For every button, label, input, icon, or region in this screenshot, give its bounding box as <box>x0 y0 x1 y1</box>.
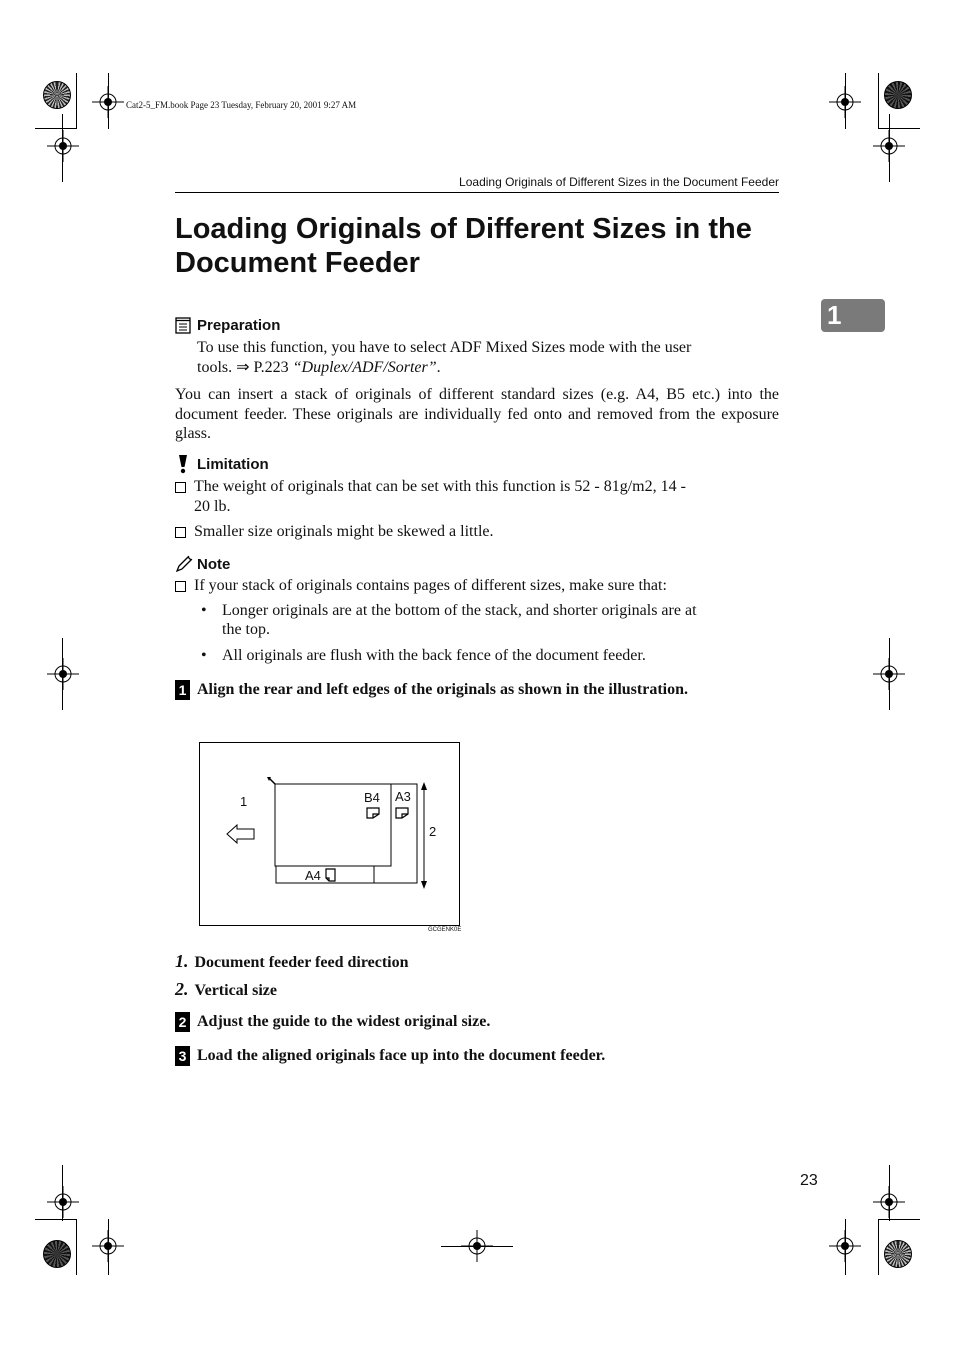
feeder-diagram <box>199 742 460 926</box>
intro-paragraph: You can insert a stack of originals of different standard sizes (e.g. A4, B5 etc.) into the document feeder. These originals are individually fed onto and removed from the exposure glass. <box>175 386 779 442</box>
note-section <box>175 555 781 665</box>
note-text: All originals are flush with the back fence of the document feeder. <box>222 646 646 664</box>
color-target-icon <box>43 1240 71 1268</box>
step-2 <box>175 1012 490 1032</box>
feed-direction-arrow-icon <box>227 825 254 843</box>
registration-mark-icon <box>47 130 79 162</box>
list-item <box>197 646 781 666</box>
figure-label-1: 1 <box>240 794 248 809</box>
note-text: If your stack of originals contains pages of different sizes, make sure that: <box>194 577 667 594</box>
note-text: the top. <box>222 621 270 638</box>
limitation-text: The weight of originals that can be set with this function is 52 - 81g/m2, 14 - <box>194 478 686 495</box>
preparation-text <box>197 358 779 378</box>
orientation-icon <box>326 869 335 881</box>
figure-label-2: 2 <box>429 824 437 839</box>
limitation-text: Smaller size originals might be skewed a little. <box>194 523 494 540</box>
caption-text: Vertical size <box>194 982 277 999</box>
exclamation-icon <box>175 454 191 474</box>
note-text: Longer originals are at the bottom of the stack, and shorter originals are at <box>222 601 697 619</box>
list-item <box>197 601 781 640</box>
color-target-icon <box>884 1240 912 1268</box>
limitation-text: 20 lb. <box>194 497 231 515</box>
step-number: 3 <box>175 1046 190 1066</box>
step-3 <box>175 1046 605 1066</box>
list-item <box>175 522 781 542</box>
checkbox-bullet-icon <box>175 482 186 493</box>
step-number: 2 <box>175 1012 190 1032</box>
arrow-up-icon <box>421 782 427 790</box>
page-title <box>175 212 785 280</box>
registration-mark-icon <box>47 658 79 690</box>
a4-sheet <box>276 866 374 883</box>
caption-number: 2. <box>175 979 189 999</box>
running-head: Loading Originals of Different Sizes in the Document Feeder <box>175 175 779 193</box>
chapter-tab: 1 <box>821 299 885 332</box>
limitation-section <box>175 454 781 542</box>
title-line: Document Feeder <box>175 247 420 279</box>
bullet-icon: • <box>201 601 207 619</box>
note-heading: Note <box>197 555 231 573</box>
step-text: Align the rear and left edges of the originals as shown in the illustration. <box>197 681 688 698</box>
page-number: 23 <box>800 1172 818 1189</box>
preparation-ref-prefix: tools. ⇒ P.223 <box>197 358 293 376</box>
registration-mark-icon <box>47 1186 79 1218</box>
preparation-ref-link[interactable]: “Duplex/ADF/Sorter” <box>292 358 437 376</box>
figure-label-b4: B4 <box>364 790 380 805</box>
step-number: 1 <box>175 680 190 700</box>
print-header: Cat2-5_FM.book Page 23 Tuesday, February 20, 2001 9:27 AM <box>126 100 357 110</box>
checkbox-bullet-icon <box>175 581 186 592</box>
preparation-heading: Preparation <box>197 316 281 334</box>
bullet-icon: • <box>201 646 207 664</box>
figure-label-a3: A3 <box>395 789 411 804</box>
list-item <box>175 477 781 516</box>
preparation-section <box>175 316 779 377</box>
list-item <box>175 576 781 596</box>
preparation-text: To use this function, you have to select ADF Mixed Sizes mode with the user <box>197 339 692 356</box>
orientation-icon <box>396 808 408 818</box>
caption-number: 1. <box>175 951 189 971</box>
color-target-icon <box>884 81 912 109</box>
caption-2 <box>175 979 277 1000</box>
step-text: Adjust the guide to the widest original size. <box>197 1013 491 1030</box>
pencil-icon <box>175 555 193 573</box>
notepad-icon <box>175 316 191 334</box>
figure-code: GCGENK0E <box>428 927 462 933</box>
step-1 <box>175 680 688 700</box>
color-target-icon <box>43 81 71 109</box>
arrow-down-icon <box>421 881 427 889</box>
caption-text: Document feeder feed direction <box>194 954 409 971</box>
limitation-heading: Limitation <box>197 455 269 473</box>
step-text: Load the aligned originals face up into the document feeder. <box>197 1047 606 1064</box>
caption-1 <box>175 951 409 972</box>
preparation-ref-suffix: . <box>436 358 441 376</box>
figure-label-a4: A4 <box>305 868 321 883</box>
title-line: Loading Originals of Different Sizes in the <box>175 213 752 245</box>
checkbox-bullet-icon <box>175 527 186 538</box>
